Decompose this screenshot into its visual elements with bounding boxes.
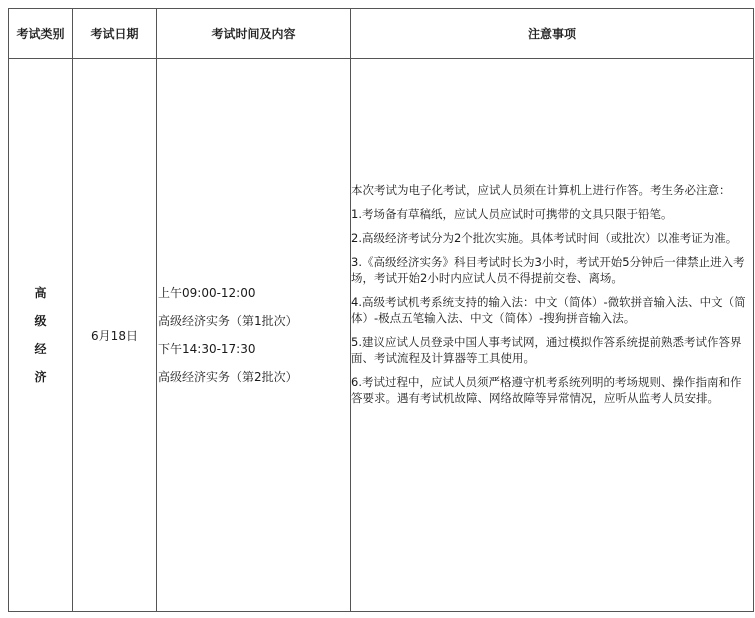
notes-cell <box>351 59 754 612</box>
note-item: 3.《高级经济实务》科目考试时长为3小时，考试开始5分钟后一律禁止进入考场，考试开始2小时内应试人员不得提前交卷、离场。 <box>351 255 745 285</box>
header-category: 考试类别 <box>9 9 73 59</box>
table-row <box>9 59 754 612</box>
note-item: 2.高级经济考试分为2个批次实施。具体考试时间（或批次）以准考证为准。 <box>351 231 738 245</box>
header-date: 考试日期 <box>73 9 157 59</box>
exam-schedule-table <box>8 8 754 612</box>
session-2-content: 高级经济实务（第2批次） <box>158 370 298 384</box>
note-intro: 本次考试为电子化考试，应试人员须在计算机上进行作答。考生务必注意： <box>351 183 731 197</box>
header-time-content: 考试时间及内容 <box>157 9 351 59</box>
header-notes: 注意事项 <box>351 9 754 59</box>
session-1-content: 高级经济实务（第1批次） <box>158 314 298 328</box>
note-item: 6.考试过程中，应试人员须严格遵守机考系统列明的考场规则、操作指南和作答要求。遇有考试机故障、网络故障等异常情况，应听从监考人员安排。 <box>351 375 742 405</box>
category-text: 高级经济 <box>34 286 47 384</box>
note-item: 1.考场备有草稿纸，应试人员应试时可携带的文具只限于铅笔。 <box>351 207 673 221</box>
date-cell: 6月18日 <box>73 59 157 612</box>
header-row <box>9 9 754 59</box>
note-item: 5.建议应试人员登录中国人事考试网，通过模拟作答系统提前熟悉考试作答界面、考试流程及计算器等工具使用。 <box>351 335 742 365</box>
time-content-cell <box>157 59 351 612</box>
category-cell <box>9 59 73 612</box>
session-1-time: 上午09:00-12:00 <box>158 286 256 300</box>
notes-list <box>351 59 753 406</box>
session-2-time: 下午14:30-17:30 <box>158 342 256 356</box>
note-item: 4.高级考试机考系统支持的输入法：中文（简体）-微软拼音输入法、中文（简体）-极点五笔输入法、中文（简体）-搜狗拼音输入法。 <box>351 295 746 325</box>
